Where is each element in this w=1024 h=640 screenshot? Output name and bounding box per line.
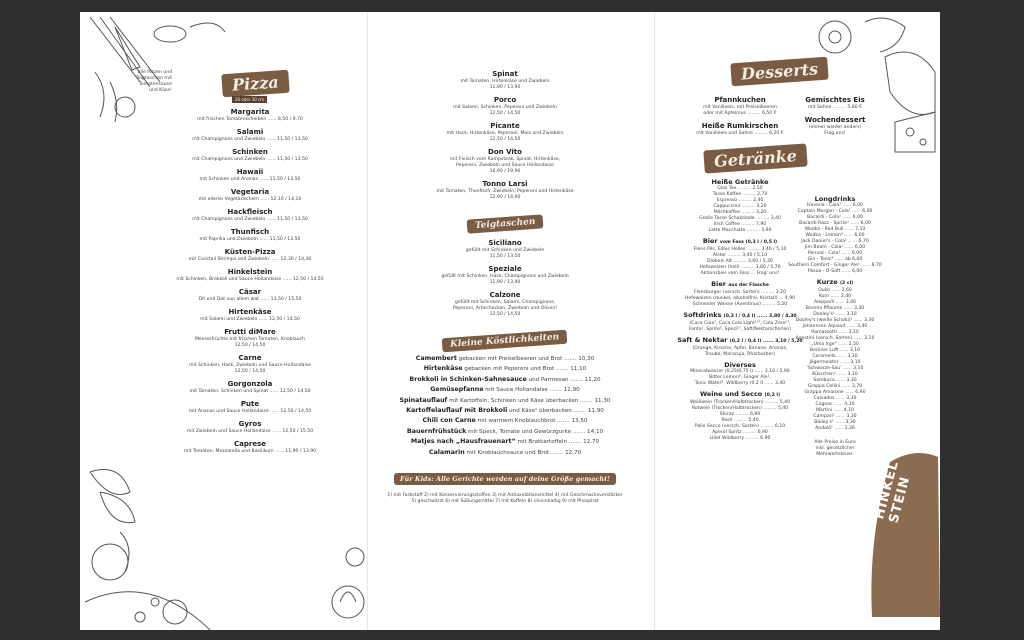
menu-item: Kartoffelauflauf mit Brokkoli und Käse¹ überbacken ....... 11,90: [406, 407, 604, 415]
menu-item: Pfannkuchen mit Vanilleeis, mit Preiselbeeren oder mit Apfelmus ......... 6,50 €: [703, 96, 777, 116]
menu-item: Spinat mit Tomaten, Hirtenkäse und Zwiebeln 11,90 / 13,90: [460, 70, 550, 90]
menu-item: Calamarin mit Knoblauchsauce und Brot ....... 12,70: [428, 448, 582, 456]
menu-item: Brokkoli in Schinken-Sahnesauce und Parmesan ....... 11,20: [409, 375, 601, 383]
menu-item: Picante mit Hack, Hirtenkäse, Peperoni, Mais und Zwiebeln 12,50 / 14,50: [446, 122, 564, 142]
menu-item: Küsten-Pizza mit Cocktail Shrimps und Zwiebeln ...... 12,30 / 14,30: [188, 248, 312, 262]
menu-item: Hackfleisch mit Champignons und Zwiebeln ...... 11,50 / 13,50: [192, 208, 308, 222]
teigtaschen-banner: Teigtaschen: [466, 214, 543, 233]
kleine-list: [380, 354, 630, 458]
getraenke-banner: Getränke: [703, 143, 807, 173]
section-title: Saft & Nektar (0,2 l / 0,4 l) ...... 3,10 / 5,20: [677, 336, 803, 344]
menu-item: Schinken mit Champignons und Zwiebeln ...... 11,50 / 13,50: [192, 148, 308, 162]
menu-item: Carne mit Schinken, Hack, Zwiebeln und Sauce Hollandaise 12,50 / 14,50: [189, 354, 311, 374]
menu-item: Hawaii mit Schinken und Ananas ...... 11,50 / 13,50: [199, 168, 301, 182]
pizza-banner: Pizza: [221, 70, 289, 98]
menu-item: Frutti diMare Meeresfrüchte mit frischen Tomaten, Knoblauch 12,50 / 14,50: [194, 328, 306, 348]
menu-item: Hirtenkäse mit Salami und Zwiebeln ...... 12,50 / 14,50: [200, 308, 300, 322]
section-title: Diverses: [724, 361, 756, 369]
section-title: Heiße Getränke: [711, 178, 769, 186]
menu-item: Chili con Carne mit warmem Knoblauchbrot ....... 13,50: [422, 417, 588, 425]
menu-item: Pute mit Ananas und Sauce Hollandaise ...... 12,50 / 14,50: [188, 400, 312, 414]
section-title: Kurze (2 cl): [816, 278, 854, 286]
garlic-sketch-icon: [320, 532, 368, 630]
section-title: Softdrinks (0,2 l / 0,4 l) ...... 2,80 / 4,30: [683, 311, 797, 319]
menu-item: Tonno Larsi mit Tomaten, Thunfisch, Zwiebeln, Peperoni und Hirtenkäse 12,90 / 14,90: [436, 180, 574, 200]
pizza-intro: alle Pizzen und Teigtaschen mit Tomatensauce und Käse¹: [135, 70, 172, 93]
menu-sheet: [80, 12, 940, 630]
menu-item: Hirtenkäse gebacken mit Peperoni und Brot ....... 11,10: [423, 365, 587, 373]
section-title: Bier vom Fass (0,3 l / 0,5 l): [702, 237, 778, 245]
menu-item: Don Vito mit Fleisch vom Rumpsteak, Spinat, Hirtenkäse, Peperoni, Zwiebeln und Sauce Hollandaise 16,90 / 19,90: [449, 148, 561, 174]
menu-item: Speziale gefüllt mit Schinken, Hack, Champignons und Zwiebeln 11,90 / 13,90: [441, 265, 569, 285]
drinks-left-column: Pfannkuchen mit Vanilleeis, mit Preiselbeeren oder mit Apfelmus ......... 6,50 € Heiße Rumkirschen mit Vanilleeis und Sahne ......... 6,20 € Getränke Heiße Getränke Glas Tee ......... 2,50 Tasse Kaffee ......... 2,70 Espresso ......... 2,40 Cappuccino ......... 3,20 Milchkaffee ......... 3,20 Große Tasse Schokolade ......... 3,40 Irish Coffee ......... 7,90 Latte Macchiato ......... 3,90 Bier vom Fass (0,3 l / 0,5 l) Flens Pils, Edles Helles ......... 3,40 / 5,10 Alster ......... 3,40 / 5,10 Diebels Alt ......... 3,60 / 5,30 Hefeweizen (hell) ......... 3,80 / 5,70 Aktionsbier vom Fass ... Frag' uns! Bier aus der Flasche Flensburger (versch. Sorten) ......... 3,20 Hefeweizen (dunkel, alkoholfrei, Kristall) ... 4,90 Schneider Weisse (Aventinus) ......... 5,20 Softdrinks (0,2 l / 0,4 l) ...... 2,80 / 4,30 (Coca Cola⁷, Coca Cola Light¹³⁷, Cola Zero⁵⁷, Fanta¹, Sprite⁵, Spezi¹⁷, Saft/Nektarschorlen) Saft & Nektar (0,2 l / 0,4 l) ...... 3,10 / 5,20 (Orange, Kirsche, Apfel, Banane, Ananas, Traube, Maracuja, Rharbarber) Diverses Mineralwasser (0,25/0,75 l) ...... 3,10 / 5,90 Bitter Lemon⁸, Ginger Ale¹, Tonic Water⁸, Wildberry (0,2 l) ...... 3,40 Weine und Secco (0,2 l) Weißwein (Trocken/Halbtrocken) ......... 5,40 Rotwein (Trocken/Halbtrocken) ......... 5,40 Shiraz ......... 6,90 Rosé ......... 5,40 Palio Secco (versch. Sorten) ......... 6,10 Aperol Spritz ......... 6,90 Lillet Wildberry ......... 6,90: [670, 96, 810, 442]
menu-item: Gorgonzola mit Tomaten, Schinken und Spinat ...... 12,50 / 14,50: [189, 380, 311, 394]
menu-item: Salami mit Champignons und Zwiebeln ...... 11,50 / 13,50: [192, 128, 308, 142]
kleine-banner: Kleine Köstlichkeiten: [442, 330, 568, 353]
menu-item: Spinatauflauf mit Kartoffeln, Schinken und Käse überbacken ....... 11,30: [399, 396, 611, 404]
desserts-banner: Desserts: [731, 57, 829, 87]
menu-item: Thunfisch mit Paprika und Zwiebeln ...... 11,50 / 13,50: [199, 228, 301, 242]
menu-item: Margarita mit frischen Tomatenscheiben ...... 8,50 / 9,70: [197, 108, 303, 122]
menu-item: Siciliano gefüllt mit Schinken und Zwiebeln 11,50 / 13,50: [465, 239, 545, 259]
menu-item: Camembert gebacken mit Preiselbeeren und Brot ....... 10,30: [415, 355, 595, 362]
menu-item: Caprese mit Tomaten, Mozzarella und Basilikum ...... 11,90 / 13,90: [183, 440, 317, 454]
menu-item: Matjes nach „Hausfrauenart“ mit Bratkartoffeln ....... 12,70: [410, 438, 600, 446]
section-title: Longdrinks: [814, 195, 856, 203]
footnote: 1) mit Farbstoff 2) mit Konservierungsstoffen 3) mit Antioxidationsmittel 4) mit Geschmacksverstärker: [387, 493, 623, 499]
herbs-sketch-icon: [80, 452, 220, 630]
section-title: Bier aus der Flasche: [711, 280, 769, 288]
menu-item: Heiße Rumkirschen mit Vanilleeis und Sahne ......... 6,20 €: [696, 122, 784, 136]
menu-item: Bauernfrühstück mit Speck, Tomate und Gewürzgurke ....... 14,10: [406, 427, 604, 435]
menu-item: Gyros mit Zwiebeln und Sauce Hollandaise ...... 12,50 / 15,50: [186, 420, 314, 434]
price-note: Alle Preise in Euro inkl. gesetzlicher Mehrwertsteuer.: [814, 440, 856, 457]
pizza-column: [135, 70, 340, 460]
section-title: Weine und Secco (0,2 l): [699, 390, 781, 398]
desserts-header: [720, 60, 840, 83]
menu-item: Hinkelstein mit Schinken, Brokkoli und Sauce Hollandaise ...... 12,50 / 14,50: [176, 268, 324, 282]
footnote: 5) geschwärzt 6) mit Süßungsmittel 7) mit Koffein 8) chininhaltig 9) mit Phosphat: [411, 499, 599, 505]
menu-item: Gemüsepfanne mit Sauce Hollandaise ....... 11,90: [430, 386, 580, 394]
menu-item: Porco mit Salami, Schinken, Peperoni und Zwiebeln 12,50 / 14,50: [453, 96, 557, 116]
hinkelstein-logo: [870, 447, 940, 617]
menu-item: Vegetaria mit allerlei Vegetarischem ...... 12,10 / 14,10: [198, 188, 302, 202]
page-fold: [654, 12, 655, 630]
logo-text: HINKEL STEIN: [872, 459, 914, 525]
middle-column: [380, 70, 630, 505]
menu-item: Gemischtes Eis mit Sahne ......... 5,60 €: [805, 96, 865, 110]
menu-item: Cäsar Dit und Dat vun allem wat ...... 13,50 / 15,50: [198, 288, 302, 302]
kids-banner: Für Kids: Alle Gerichte werden auf deine Größe gemacht!: [394, 473, 616, 485]
pizza-size-note: 26 oder 30 cm: [232, 96, 267, 103]
menu-item: Wochendessert (immer wieder anders) Frag uns!: [804, 116, 866, 136]
menu-item: Calzone gefüllt mit Schinken, Salami, Champignons, Peperoni, Artischocken, Zwiebeln und Oliven² 12,50 / 14,50: [452, 291, 558, 317]
drinks-right-column: Gemischtes Eis mit Sahne ......... 5,60 € Wochendessert (immer wieder anders) Frag uns! Longdrinks Havana - Cola¹ ...... 6,00 Captain Morgan - Cola¹ ...... 6,00 Bacardi - Cola¹ ...... 6,00 Bacardi-Razz - Sprite¹ ...... 6,00 Wodka - Red Bull ...... 7,10 Wodka - Lemon⁸ ...... 6,00 Jack Daniel's - Cola¹ ...... 6,70 Jim Beam - Cola¹ ...... 6,00 Pernod - Cola¹ ...... 6,00 Gin - Tonic⁸ ...... ab 6,00 Southern Comfort - Ginger Ale¹ ...... 6,70 Pasoa - O-Saft ...... 6,00 Kurze (2 cl) Ouzo ...... 2,60 Korn ...... 2,40 Aleppo/ll ...... 3,40 Boremi Pflaume ...... 3,30 Dooley's¹ ...... 3,10 Dooley's (weiße Schoki)¹ ...... 3,30 Johannsen Aquavit ...... 3,40 Ramazzotti ...... 3,10 Agostini (versch. Sorten) ...... 3,10 „Uma Irge“ ...... 2,50 Berliner Luft ...... 3,10 Caramello ...... 3,30 Jägermeister ...... 3,10 'Schwarze-Sau' ...... 3,10 Küsschen¹ ...... 3,10 Sambuca ...... 3,30 Grappa Cellini ...... 3,70 Grappa Amarone ...... 6,90 Calvados ...... 3,30 Cognac ...... 4,10 Martini ...... 4,10 Campari¹ ...... 3,30 Bailey's¹ ...... 3,30 Andalö¹ ...... 3,30 Alle Preise in Euro inkl. gesetzlicher Mehrwertsteuer.: [785, 96, 885, 458]
